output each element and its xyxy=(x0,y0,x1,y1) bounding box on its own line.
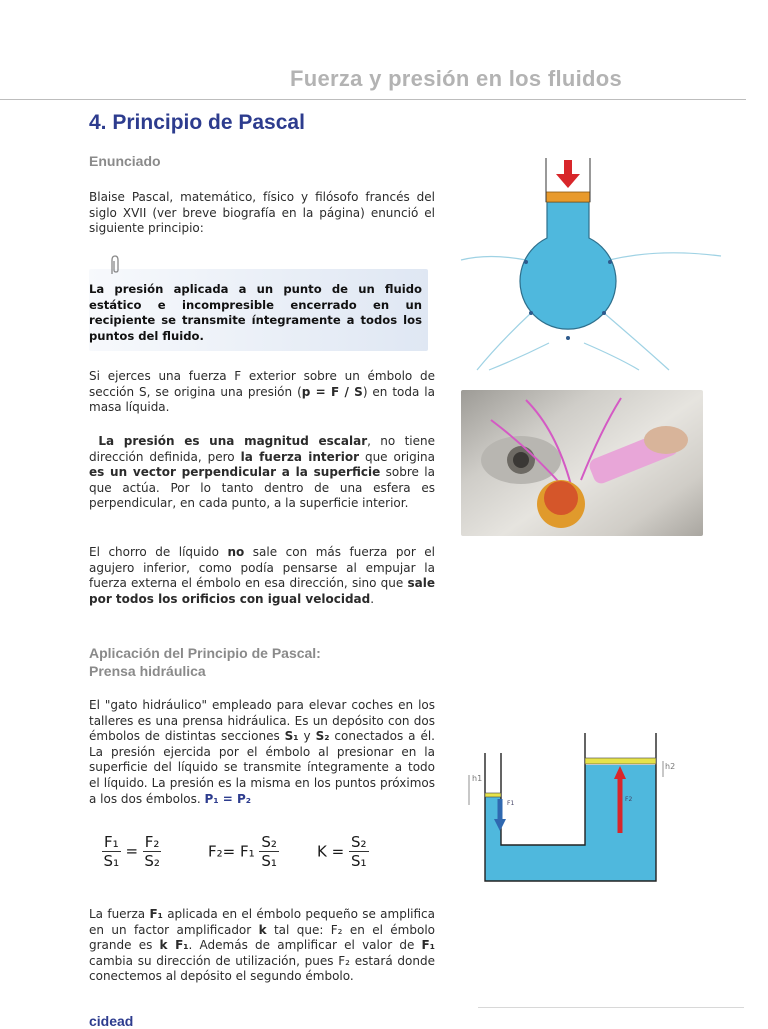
paragraph-hydraulic-press: El "gato hidráulico" empleado para elevar coches en los talleres es una prensa hidráulica. Es un depósito con dos émbolos de distintas secciones S₁ y S₂ conectados a él. La presión ejercida por el émbolo al presionar en la superficie del líquido se transmite íntegramente a todo el líquido. La presión es la misma en los puntos próximos a los dos émbolos. P₁ = P₂ xyxy=(89,698,435,806)
small-piston xyxy=(485,793,501,797)
page-header-title: Fuerza y presión en los fluidos xyxy=(290,66,623,91)
syringe-illustration xyxy=(461,390,703,536)
h2-label: h2 xyxy=(665,762,676,771)
aplicacion-heading: Aplicación del Principio de Pascal: Prensa hidráulica xyxy=(89,645,321,679)
hand xyxy=(644,426,688,454)
principle-text: La presión aplicada a un punto de un fluido estático e incompresible encerrado en un recipiente se transmite íntegramente a todos los puntos del fluido. xyxy=(89,282,422,343)
f2-label: F2 xyxy=(625,796,633,803)
enunciado-heading: Enunciado xyxy=(89,153,161,169)
h1-label: h1 xyxy=(472,774,483,783)
paragraph-jet: El chorro de líquido no sale con más fuerza por el agujero inferior, como podía pensarse al empujar la fuerza externa el émbolo en esa dirección, sino que sale por todos los orificios con igual velocidad. xyxy=(89,545,435,606)
paragraph-amplification: La fuerza F₁ aplicada en el émbolo pequeño se amplifica en un factor amplificador k tal que: F₂ en el émbolo grande es k F₁. Además de amplificar el valor de F₁ cambia su dirección de utilización, pues F₂ estará donde conectemos al depósito el segundo émbolo. xyxy=(89,907,436,984)
large-piston xyxy=(585,758,656,764)
enunciado-intro: Blaise Pascal, matemático, físico y filósofo francés del siglo XVII (ver breve biografía en la página) enunció el siguiente principio: xyxy=(89,190,435,236)
formula-pressure-equality: $\frac{\text{F₁}}{\text{S₁}}$ = $\frac{\text{F₂}}{\text{S₂}}$ xyxy=(103,833,160,870)
footer-logo: cidead xyxy=(89,1013,134,1029)
hydraulic-press-diagram xyxy=(461,733,676,883)
pascal-sphere-diagram xyxy=(459,148,723,376)
f1-label: F1 xyxy=(507,800,515,807)
formula-amplification-k: K = $\frac{\text{S₂}}{\text{S₁}}$ xyxy=(317,833,367,870)
force-arrow-icon xyxy=(556,160,580,188)
paragraph-force-pressure: Si ejerces una fuerza F exterior sobre un émbolo de sección S, se origina una presión (p = F / S) en toda la masa líquida. xyxy=(89,369,435,415)
footer-divider xyxy=(478,1007,744,1008)
header-divider xyxy=(0,99,746,100)
syringe-experiment-photo xyxy=(461,390,703,536)
section-title: 4. Principio de Pascal xyxy=(89,111,305,134)
vessel xyxy=(520,202,616,329)
formula-force-output: F₂= F₁ $\frac{\text{S₂}}{\text{S₁}}$ xyxy=(208,833,277,870)
paragraph-scalar: La presión es una magnitud escalar, no tiene dirección definida, pero la fuerza interior que origina es un vector perpendicular a la superficie sobre la que actúa. Por lo tanto dentro de una esfera es perpendicular, en cada punto, a la superficie interior. xyxy=(89,434,436,511)
paperclip-icon xyxy=(108,254,122,276)
piston xyxy=(546,192,590,202)
